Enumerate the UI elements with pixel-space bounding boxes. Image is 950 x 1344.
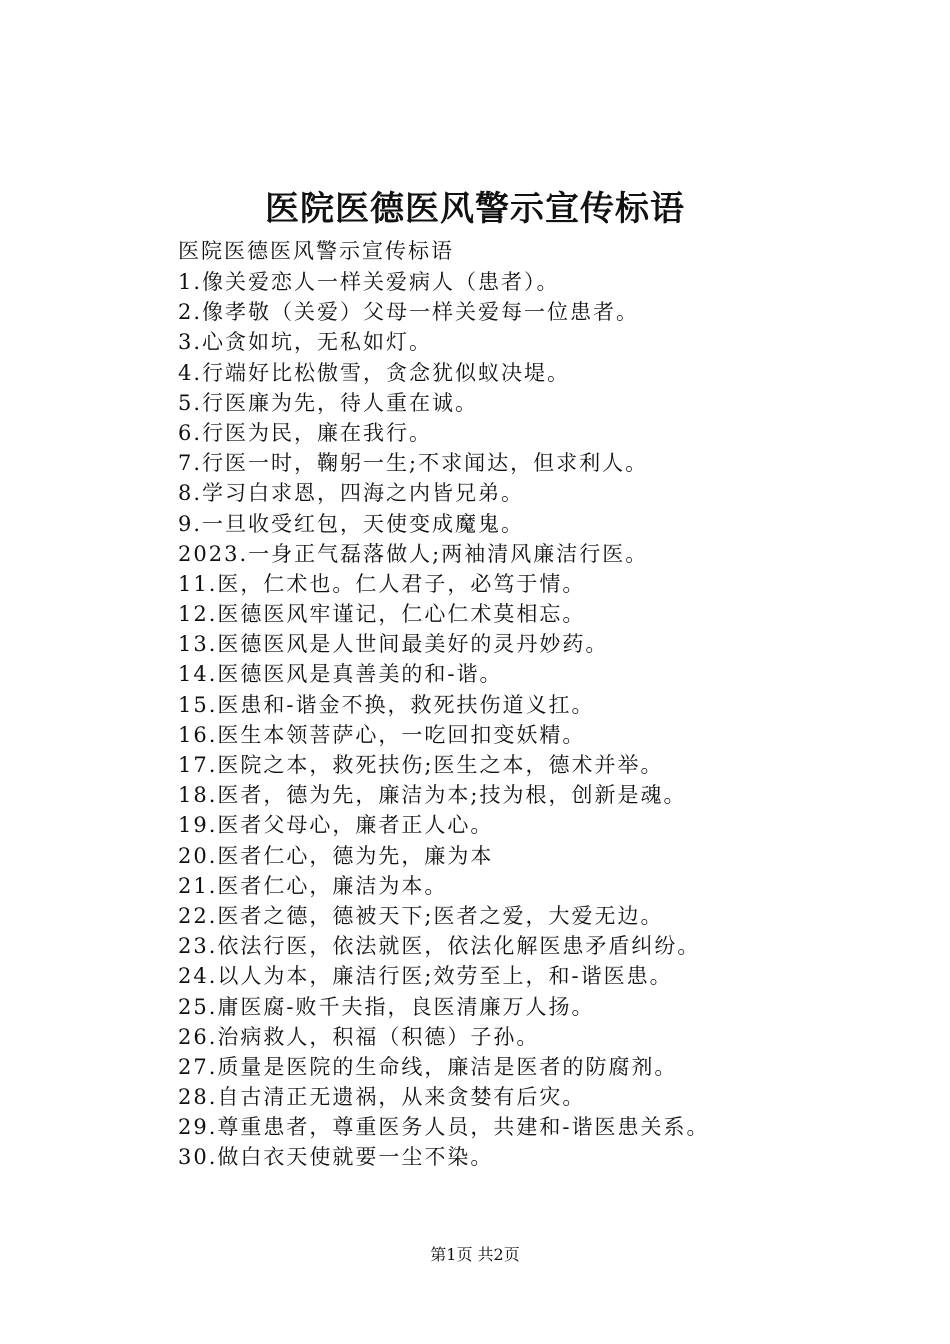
slogan-item: 28.自古清正无遗祸，从来贪婪有后灾。 (178, 1085, 586, 1110)
slogan-item: 19.医者父母心，廉者正人心。 (178, 813, 494, 838)
slogan-item: 1.像关爱恋人一样关爱病人（患者）。 (178, 270, 560, 294)
slogan-item: 30.做白衣天使就要一尘不染。 (178, 1145, 494, 1170)
slogan-list (178, 267, 878, 1173)
slogan-item: 15.医患和-谐金不换，救死扶伤道义扛。 (178, 692, 595, 717)
slogan-item: 13.医德医风是人世间最美好的灵丹妙药。 (178, 632, 609, 657)
slogan-item: 5.行医廉为先，待人重在诚。 (178, 390, 479, 415)
slogan-item: 11.医，仁术也。仁人君子，必笃于情。 (178, 571, 586, 596)
slogan-item: 12.医德医风牢谨记，仁心仁术莫相忘。 (178, 602, 586, 627)
slogan-item: 23.依法行医，依法就医，依法化解医患矛盾纠纷。 (178, 934, 701, 959)
document-title: 医院医德医风警示宣传标语 (265, 189, 685, 229)
slogan-item: 8.学习白求恩，四海之内皆兄弟。 (178, 481, 525, 506)
slogan-item: 29.尊重患者，尊重医务人员，共建和-谐医患关系。 (178, 1115, 710, 1140)
slogan-item: 3.心贪如坑，无私如灯。 (178, 330, 433, 355)
slogan-item: 2.像孝敬（关爱）父母一样关爱每一位患者。 (178, 300, 640, 325)
slogan-item: 18.医者，德为先，廉洁为本;技为根，创新是魂。 (178, 783, 687, 808)
slogan-item: 24.以人为本，廉洁行医;效劳至上，和-谐医患。 (178, 964, 673, 989)
slogan-item: 4.行端好比松傲雪，贪念犹似蚁决堤。 (178, 360, 571, 385)
slogan-item: 25.庸医腐-败千夫指，良医清廉万人扬。 (178, 994, 595, 1019)
slogan-item: 21.医者仁心，廉洁为本。 (178, 873, 448, 898)
slogan-item: 7.行医一时，鞠躬一生;不求闻达，但求利人。 (178, 451, 649, 476)
slogan-item: 22.医者之德，德被天下;医者之爱，大爱无边。 (178, 903, 664, 928)
slogan-item: 6.行医为民，廉在我行。 (178, 420, 433, 445)
slogan-item: 9.一旦收受红包，天使变成魔鬼。 (178, 511, 525, 536)
document-subtitle: 医院医德医风警示宣传标语 (178, 239, 454, 263)
slogan-item: 17.医院之本，救死扶伤;医生之本，德术并举。 (178, 753, 664, 777)
slogan-item: 27.质量是医院的生命线，廉洁是医者的防腐剂。 (178, 1054, 678, 1079)
slogan-item: 14.医德医风是真善美的和-谐。 (178, 662, 503, 687)
slogan-item: 2023.一身正气磊落做人;两袖清风廉洁行医。 (178, 541, 649, 566)
slogan-item: 20.医者仁心，德为先，廉为本 (178, 843, 494, 868)
slogan-item: 16.医生本领菩萨心，一吃回扣变妖精。 (178, 722, 586, 747)
slogan-item: 26.治病救人，积福（积德）子孙。 (178, 1024, 540, 1049)
page-footer: 第1页 共2页 (430, 1245, 520, 1264)
